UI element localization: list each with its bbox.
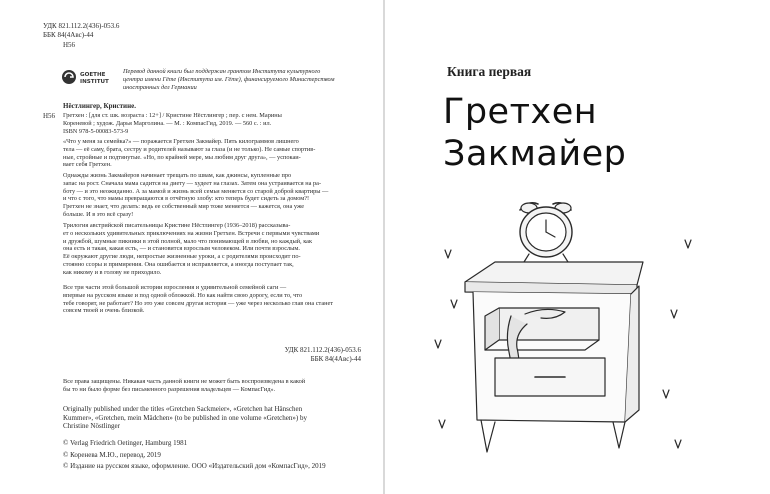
nightstand-alarm-clock-illustration <box>425 190 725 460</box>
alarm-clock-icon <box>520 203 572 262</box>
left-page <box>0 0 383 494</box>
bbk-code-bottom: ББК 84(4Авс)-44 <box>310 355 361 363</box>
rights-notice: Все права защищены. Никакая часть данной книги не может быть воспроизведена в какой бы то ни было форме без письменного разрешения владельцев — КомпасГид». <box>63 378 306 393</box>
book-title-line-1: Гретхен <box>443 92 598 132</box>
udk-code-bottom: УДК 821.112.2(436)-053.6 <box>284 346 361 354</box>
udk-code: УДК 821.112.2(436)-053.6 <box>43 22 120 30</box>
book-title-line-2: Закмайер <box>443 134 627 174</box>
goethe-institut-logo <box>61 68 121 88</box>
copyright-lines: © Verlag Friedrich Oetinger, Hamburg 1981 © Коренева М.Ю., перевод, 2019 © Издание на русском языке, оформление. ООО «Издательский дом «КомпасГид», 2019 <box>63 439 326 471</box>
bibliographic-record: Гретхен : [для ст. шк. возраста : 12+] / Кристине Нёстлингер ; пер. с нем. Марины Кореневой ; худож. Дарья Марголина. — М. : КомпасГид, 2019. — 560 с. : ил. ISBN 978-5-00083-573-9 <box>63 112 282 135</box>
author-code-2: Н56 <box>43 112 56 120</box>
author-code: Н56 <box>63 41 76 49</box>
book-part-label: Книга первая <box>447 64 532 79</box>
goethe-logo-line-1: GOETHE <box>80 72 106 78</box>
annotation-paragraph-2: Однажды жизнь Закмайеров начинает трещать по швам, как джинсы, купленные про запас на рост. Сначала мама садится на диету — худеет на глазах. Затем она устраивается на ра- боту — и это неожиданно. А за мамой и жизнь всей семьи меняется со старой доброй квартиры — и что с того, что мамы превращаются в отчётную злобу: кто теперь будет сидеть за домом?! Гретхен не знает, что делать: ведь ее собственный мир тоже меняется — кажется, она уже больше. И в это всё сразу! <box>63 172 329 218</box>
original-publication-note: Originally published under the titles «Gretchen Sackmeier», «Gretchen hat Hänschen Kummer», «Gretchen, mein Mädchen» (to be published in one volume «Gretchen») by Christine Nöstlinger <box>63 405 307 431</box>
annotation-paragraph-3: Трилогия австрийской писательницы Кристине Нёстлингер (1936–2018) рассказыва- ет о нескольких удивительных приключениях на жизни Гретхен. Встречи с первыми чувствами и дружбой, шумные пикники в этой полной, мало что понимающей в любви, но каждый, как она есть и такая, какая есть, — и становится взрослым человеком. Или почти взрослым. Её окружают другие люди, непростые жизненные уроки, а с родителями происходит по- стоянно ссоры и примирения. Она ошибается и исправляется, а иногда поступает так, как никому и в голову не приходило. <box>63 222 320 276</box>
author-heading: Нёстлингер, Кристине. <box>63 102 136 110</box>
bbk-code: ББК 84(4Авс)-44 <box>43 31 94 39</box>
right-page <box>385 0 770 494</box>
annotation-paragraph-4: Все три части этой большой истории взросления и удивительной семейной саги — впервые на русском языке и под одной обложкой. Но как найти свою дорогу, если то, что тебе говорят, не работает? Но это уже совсем другая история — уже через несколько глав она станет совсем твоей и очень близкой. <box>63 284 334 315</box>
grant-note: Перевод данной книги был поддержан грантом Института культурного центра имени Гёте (Института им. Гёте), финансируемого Министерством иностранных дел Германии <box>123 68 335 91</box>
goethe-logo-line-2: INSTITUT <box>80 79 109 85</box>
annotation-paragraph-1: «Что у меня за семейка?» — поражается Гретхен Закмайер. Пять килограммов лишнего тела — её саму, брата, сестру и родителей называют за глаза (и не только). Не самые спортив- ные, стройные и подтянутые. «Но, по крайней мере, мы любим друг друга», — успокаи- вает себя Гретхен. <box>63 138 316 169</box>
